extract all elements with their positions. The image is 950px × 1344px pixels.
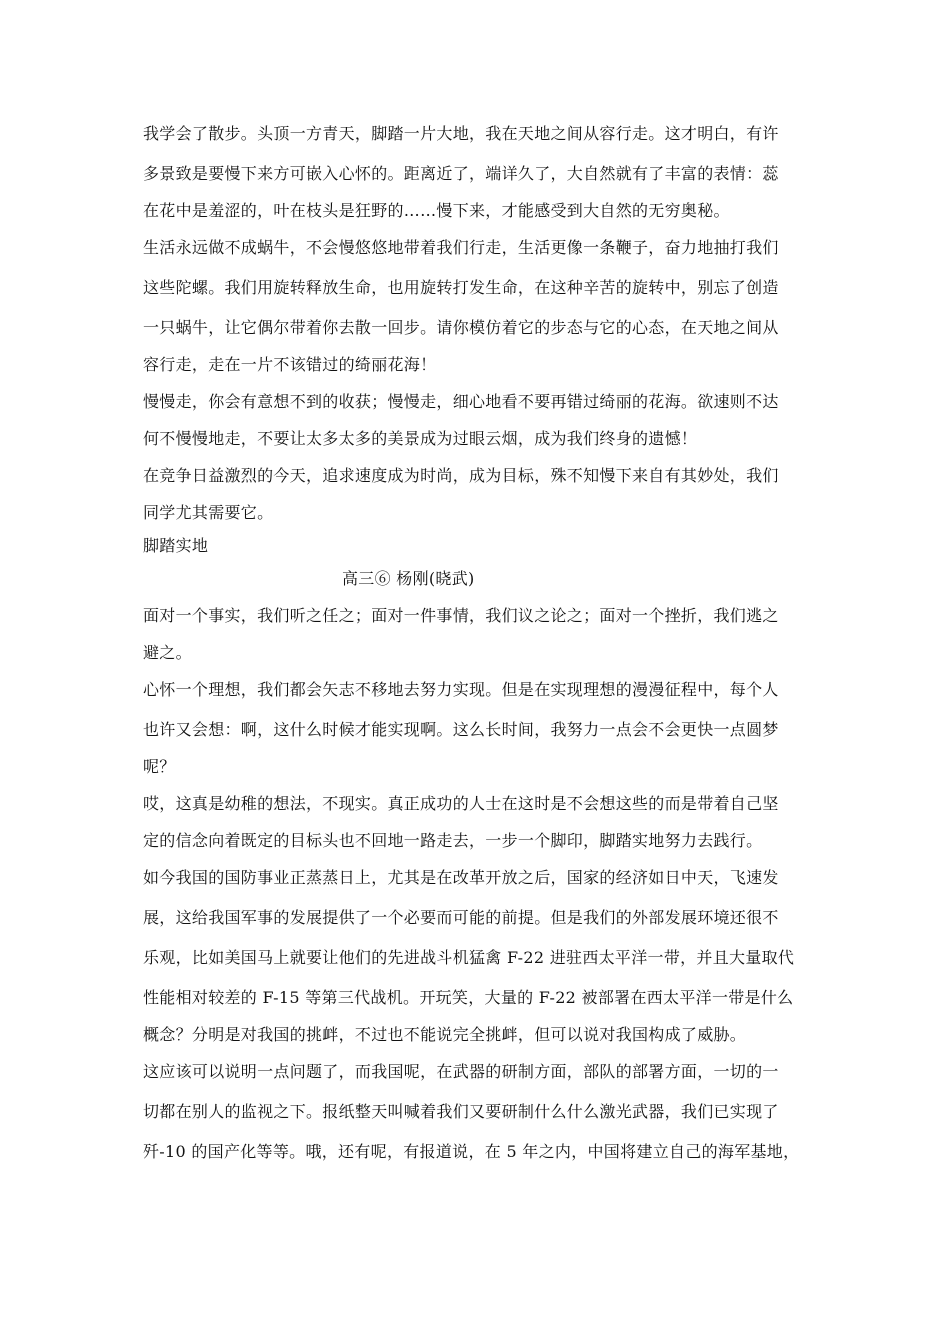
essay-title: 脚踏实地 [143,536,209,555]
text-line: 在花中是羞涩的，叶在枝头是狂野的……慢下来，才能感受到大自然的无穷奥秘。 [143,201,730,220]
text-line: 同学尤其需要它。 [143,503,274,522]
text-line: 性能相对较差的 F-15 等第三代战机。开玩笑，大量的 F-22 被部署在西太平洋一带是什么 [143,988,794,1007]
text-line: 在竞争日益激烈的今天，追求速度成为时尚，成为目标，殊不知慢下来自有其妙处，我们 [143,466,779,485]
text-line: 多景致是要慢下来方可嵌入心怀的。距离近了，端详久了，大自然就有了丰富的表情：蕊 [143,164,779,183]
text-line: 慢慢走，你会有意想不到的收获；慢慢走，细心地看不要再错过绮丽的花海。欲速则不达 [143,392,779,411]
essay-byline: 高三⑥ 杨刚(晓武) [342,569,475,588]
text-line: 切都在别人的监视之下。报纸整天叫喊着我们又要研制什么什么激光武器，我们已实现了 [143,1102,779,1121]
text-line: 我学会了散步。头顶一方青天，脚踏一片大地，我在天地之间从容行走。这才明白，有许 [143,124,779,143]
essay-paragraph-2 [143,670,809,784]
essay-paragraph-5 [143,1052,809,1172]
text-line: 概念？分明是对我国的挑衅，不过也不能说完全挑衅，但可以说对我国构成了威胁。 [143,1025,747,1044]
paragraph-1 [143,114,809,228]
essay-paragraph-3 [143,784,809,858]
text-line: 定的信念向着既定的目标头也不回地一路走去，一步一个脚印，脚踏实地努力去践行。 [143,831,763,850]
paragraph-3 [143,382,809,456]
essay-paragraph-4 [143,858,809,1052]
text-line: 这些陀螺。我们用旋转释放生命，也用旋转打发生命，在这种辛苦的旋转中，别忘了创造 [143,278,779,297]
text-line: 歼-10 的国产化等等。哦，还有呢，有报道说，在 5 年之内，中国将建立自己的海军基地， [143,1142,800,1161]
text-line: 面对一个事实，我们听之任之；面对一件事情，我们议之论之；面对一个挫折，我们逃之 [143,606,779,625]
text-line: 容行走，走在一片不该错过的绮丽花海！ [143,355,437,374]
text-line: 心怀一个理想，我们都会矢志不移地去努力实现。但是在实现理想的漫漫征程中，每个人 [143,680,779,699]
text-line: 这应该可以说明一点问题了，而我国呢，在武器的研制方面，部队的部署方面，一切的一 [143,1062,779,1081]
paragraph-2 [143,228,809,382]
paragraph-4 [143,456,809,530]
text-line: 何不慢慢地走，不要让太多太多的美景成为过眼云烟，成为我们终身的遗憾！ [143,429,698,448]
text-line: 生活永远做不成蜗牛，不会慢悠悠地带着我们行走，生活更像一条鞭子，奋力地抽打我们 [143,238,779,257]
text-line: 哎，这真是幼稚的想法，不现实。真正成功的人士在这时是不会想这些的而是带着自己坚 [143,794,779,813]
text-line: 一只蜗牛，让它偶尔带着你去散一回步。请你模仿着它的步态与它的心态，在天地之间从 [143,318,779,337]
text-line: 也许又会想：啊，这什么时候才能实现啊。这么长时间，我努力一点会不会更快一点圆梦 [143,720,779,739]
text-line: 呢？ [143,757,176,776]
document-body [143,114,809,1172]
text-line: 展，这给我国军事的发展提供了一个必要而可能的前提。但是我们的外部发展环境还很不 [143,908,779,927]
text-line: 乐观，比如美国马上就要让他们的先进战斗机猛禽 F-22 进驻西太平洋一带，并且大量取代 [143,948,795,967]
text-line: 避之。 [143,643,192,662]
essay-paragraph-1 [143,596,809,670]
text-line: 如今我国的国防事业正蒸蒸日上，尤其是在改革开放之后，国家的经济如日中天，飞速发 [143,868,779,887]
